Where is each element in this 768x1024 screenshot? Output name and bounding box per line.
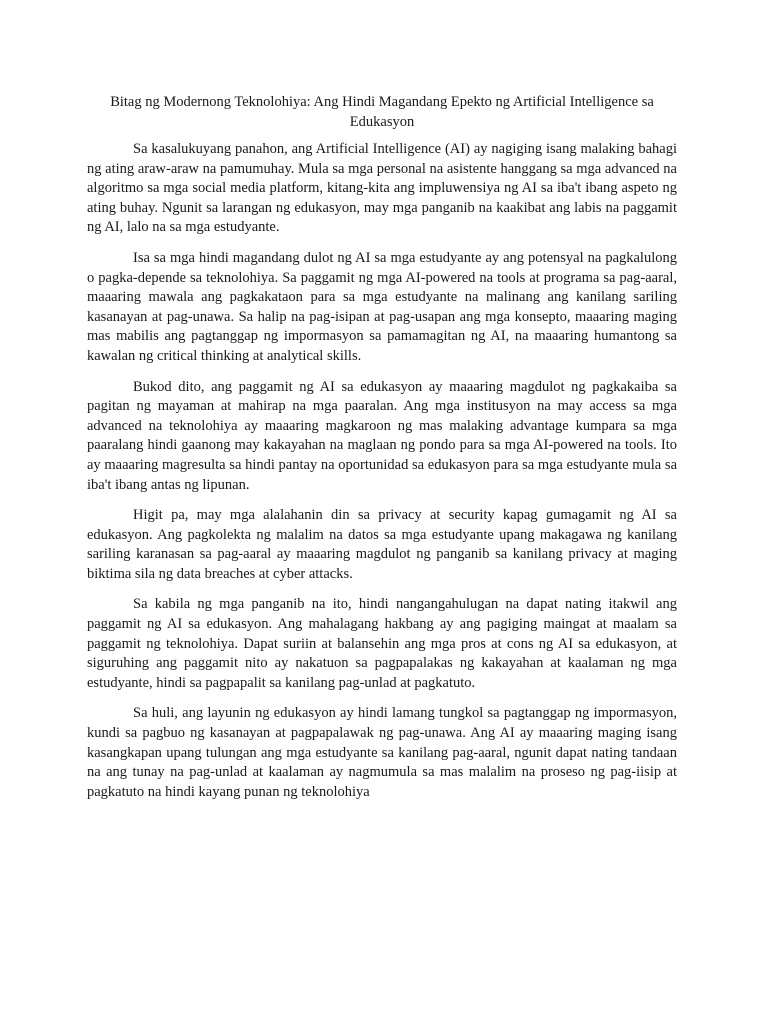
paragraph-3: Bukod dito, ang paggamit ng AI sa edukasyon ay maaaring magdulot ng pagkakaiba sa pagitan ng mayaman at mahirap na mga paaralan. Ang mga institusyon na may access sa mga advanced na teknolohiya ay maaaring magkaroon ng mas malaking advantage kumpara sa mga paaralang hindi gaanong may kakayahan na maglaan ng pondo para sa mga AI-powered na tools. Ito ay maaaring magresulta sa hindi pantay na oportunidad sa edukasyon para sa mga estudyante mula sa iba't ibang antas ng lipunan.: [87, 378, 677, 493]
paragraph-1: Sa kasalukuyang panahon, ang Artificial Intelligence (AI) ay nagiging isang malaking bahagi ng ating araw-araw na pamumuhay. Mula sa mga personal na asistente hanggang sa mga advanced na algoritmo sa mga social media platform, kitang-kita ang impluwensiya ng AI sa iba't ibang aspeto ng ating buhay. Ngunit sa larangan ng edukasyon, may mga panganib na kaakibat ang labis na paggamit ng AI, lalo na sa mga estudyante.: [87, 141, 677, 236]
paragraph-6: Sa huli, ang layunin ng edukasyon ay hindi lamang tungkol sa pagtanggap ng impormasyon, kundi sa pagbuo ng kasanayan at pagpapalawak ng pag-unawa. Ang AI ay maaaring maging isang kasangkapan upang tulungan ang mga estudyante sa kanilang pag-aaral, ngunit dapat nating tandaan na ang tunay na pag-unlad at kaalaman ay nagmumula sa mas malalim na proseso ng pag-iisip at pagkatuto na hindi kayang punan ng teknolohiya: [87, 705, 677, 800]
document-title: Bitag ng Modernong Teknolohiya: Ang Hindi Magandang Epekto ng Artificial Intelligence sa Edukasyon: [110, 94, 654, 130]
document-page: [87, 92, 677, 813]
paragraph-4: Higit pa, may mga alalahanin din sa privacy at security kapag gumagamit ng AI sa edukasyon. Ang pagkolekta ng malalim na datos sa mga estudyante upang makagawa ng kanilang sariling karanasan sa pag-aaral ay maaaring magdulot ng panganib sa kanilang privacy at maging biktima sila ng data breaches at cyber attacks.: [87, 507, 677, 582]
paragraph-2: Isa sa mga hindi magandang dulot ng AI sa mga estudyante ay ang potensyal na pagkalulong o pagka-depende sa teknolohiya. Sa paggamit ng mga AI-powered na tools at programa sa pag-aaral, maaaring mawala ang pagkakataon para sa mga estudyante na malinang ang kanilang sariling kasanayan at pag-unawa. Sa halip na pag-isipan at pag-usapan ang mga konsepto, maaaring maging mas mabilis ang pagtanggap ng impormasyon sa pamamagitan ng AI, na maaaring humantong sa kawalan ng critical thinking at analytical skills.: [87, 249, 677, 364]
paragraph-5: Sa kabila ng mga panganib na ito, hindi nangangahulugan na dapat nating itakwil ang paggamit ng AI sa edukasyon. Ang mahalagang hakbang ay ang pagiging maingat at maalam sa paggamit ng teknolohiya. Dapat suriin at balansehin ang mga pros at cons ng AI sa edukasyon, at siguruhing ang paggamit nito ay nakatuon sa pagpapalakas ng kakayahan at kaalaman ng mga estudyante, hindi sa pagpapalit sa kanilang pag-unlad at pagkatuto.: [87, 596, 677, 691]
